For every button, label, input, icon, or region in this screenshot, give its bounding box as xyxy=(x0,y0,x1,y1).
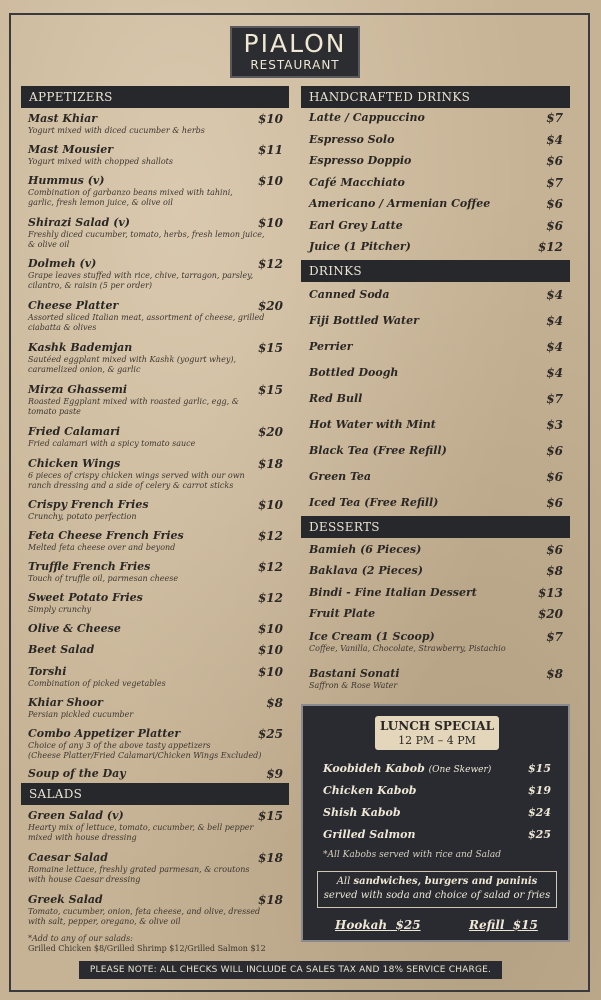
appetizer-item-description: Combination of garbanzo beans mixed with tahini, xyxy=(28,188,233,197)
dessert-item-price: $8 xyxy=(546,564,563,578)
handcrafted-drink-item-name: Earl Grey Latte xyxy=(309,219,403,232)
appetizer-item-description: Persian pickled cucumber xyxy=(28,710,134,719)
handcrafted-drink-item-price: $6 xyxy=(546,197,563,211)
drink-item-price: $7 xyxy=(546,392,563,406)
appetizer-item-description: Yogurt mixed with diced cucumber & herbs xyxy=(28,126,205,135)
dessert-item-name: Bastani Sonati xyxy=(309,667,400,680)
logo-subtitle: RESTAURANT xyxy=(250,58,340,72)
appetizer-item-price: $15 xyxy=(257,383,283,397)
drink-item-price: $3 xyxy=(546,418,563,432)
appetizer-item-description: (Cheese Platter/Fried Calamari/Chicken Wings Excluded) xyxy=(28,751,262,760)
appetizer-item-name: Mast Khiar xyxy=(28,112,98,125)
service-charge-notice: PLEASE NOTE: ALL CHECKS WILL INCLUDE CA SALES TAX AND 18% SERVICE CHARGE. xyxy=(79,961,502,979)
lunch-item xyxy=(323,784,551,800)
appetizer-item-name: Combo Appetizer Platter xyxy=(28,727,181,740)
handcrafted-drink-item-price: $6 xyxy=(546,219,563,233)
appetizer-item-description: Choice of any 3 of the above tasty appetizers xyxy=(28,741,211,750)
appetizer-item-name: Crispy French Fries xyxy=(28,498,149,511)
appetizer-item xyxy=(28,498,283,528)
appetizer-item-price: $10 xyxy=(257,643,283,657)
appetizer-item-name: Dolmeh (v) xyxy=(28,257,97,270)
salad-item-name: Caesar Salad xyxy=(28,851,108,864)
lunch-item xyxy=(323,762,551,778)
restaurant-logo xyxy=(230,26,360,78)
sandwich-note-line-2: served with soda and choice of salad or fries xyxy=(323,890,551,901)
dessert-item-name: Bamieh (6 Pieces) xyxy=(309,543,422,556)
appetizer-item-price: $10 xyxy=(257,622,283,636)
appetizer-item-price: $10 xyxy=(257,112,283,126)
appetizer-item-name: Kashk Bademjan xyxy=(28,341,133,354)
lunch-special-hours: 12 PM – 4 PM xyxy=(398,734,476,747)
salad-item-description: mixed with house dressing xyxy=(28,833,137,842)
lunch-item-name-text: Koobideh Kabob xyxy=(323,762,425,775)
salad-item xyxy=(28,851,283,884)
dessert-item-name: Fruit Plate xyxy=(309,607,376,620)
appetizer-item xyxy=(28,591,283,621)
dessert-item-price: $6 xyxy=(546,543,563,557)
handcrafted-drink-item-price: $7 xyxy=(546,111,563,125)
appetizer-item-description: Assorted sliced Italian meat, assortment of cheese, grilled xyxy=(28,313,265,322)
appetizer-item-name: Cheese Platter xyxy=(28,299,119,312)
lunch-kabob-note: *All Kabobs served with rice and Salad xyxy=(323,850,501,860)
appetizer-item-description: cilantro, & raisin (5 per order) xyxy=(28,281,153,290)
appetizer-item xyxy=(28,143,283,173)
lunch-item-name: Chicken Kabob xyxy=(323,784,417,797)
appetizer-item xyxy=(28,112,283,142)
dessert-item-name: Bindi - Fine Italian Dessert xyxy=(309,586,477,599)
handcrafted-drink-item-name: Café Macchiato xyxy=(309,176,405,189)
appetizer-item xyxy=(28,767,283,797)
appetizer-item-description: Grape leaves stuffed with rice, chive, tarragon, parsley, xyxy=(28,271,254,280)
appetizer-item-name: Soup of the Day xyxy=(28,767,126,780)
dessert-item-name: Baklava (2 Pieces) xyxy=(309,564,423,577)
drink-item-price: $6 xyxy=(546,444,563,458)
appetizer-item-description: Sautéed eggplant mixed with Kashk (yogurt whey), xyxy=(28,355,237,364)
dessert-item-description: Saffron & Rose Water xyxy=(309,681,398,690)
lunch-special-title-box xyxy=(375,716,499,750)
drink-item-name: Red Bull xyxy=(309,392,363,405)
salad-item xyxy=(28,809,283,842)
section-header-drinks: DRINKS xyxy=(301,260,570,282)
lunch-item xyxy=(323,828,551,844)
appetizer-item-description: tomato paste xyxy=(28,407,81,416)
appetizer-item xyxy=(28,383,283,416)
appetizer-item-description: ranch dressing and a side of celery & carrot sticks xyxy=(28,481,234,490)
appetizer-item-description: Touch of truffle oil, parmesan cheese xyxy=(28,574,179,583)
dessert-item-price: $20 xyxy=(537,607,563,621)
lunch-item-price: $25 xyxy=(528,828,551,841)
handcrafted-drink-item xyxy=(309,240,563,270)
appetizer-item-price: $10 xyxy=(257,174,283,188)
appetizer-item xyxy=(28,216,283,249)
appetizer-item-price: $12 xyxy=(257,257,283,271)
lunch-special-title: LUNCH SPECIAL xyxy=(379,719,495,733)
drink-item-name: Green Tea xyxy=(309,470,372,483)
appetizer-item-price: $20 xyxy=(257,299,283,313)
section-header-appetizers: APPETIZERS xyxy=(21,86,289,108)
salad-item-price: $18 xyxy=(257,893,283,907)
appetizer-item-name: Hummus (v) xyxy=(28,174,105,187)
handcrafted-drink-item-price: $7 xyxy=(546,176,563,190)
appetizer-item-price: $20 xyxy=(257,425,283,439)
dessert-item-price: $13 xyxy=(537,586,563,600)
appetizer-item-price: $12 xyxy=(257,591,283,605)
appetizer-item xyxy=(28,560,283,590)
dessert-item-price: $7 xyxy=(546,630,563,644)
appetizer-item-price: $10 xyxy=(257,665,283,679)
appetizer-item-description: Roasted Eggplant mixed with roasted garlic, egg, & xyxy=(28,397,239,406)
appetizer-item-price: $10 xyxy=(257,216,283,230)
appetizer-item xyxy=(28,665,283,695)
drink-item-name: Black Tea (Free Refill) xyxy=(309,444,447,457)
salad-item-description: Hearty mix of lettuce, tomato, cucumber, & bell pepper xyxy=(28,823,254,832)
appetizer-item-name: Shirazi Salad (v) xyxy=(28,216,130,229)
appetizer-item-price: $25 xyxy=(257,727,283,741)
drink-item-price: $4 xyxy=(546,314,563,328)
appetizer-item-price: $10 xyxy=(257,498,283,512)
salad-addon-note-line: *Add to any of our salads: xyxy=(28,934,133,943)
dessert-item xyxy=(309,667,563,697)
handcrafted-drink-item-name: Latte / Cappuccino xyxy=(309,111,425,124)
appetizer-item-description: garlic, fresh lemon juice, & olive oil xyxy=(28,198,173,207)
logo-name: PIALON xyxy=(243,29,347,58)
lunch-item-name: Grilled Salmon xyxy=(323,828,416,841)
section-header-handcrafted-drinks: HANDCRAFTED DRINKS xyxy=(301,86,570,108)
salad-item-description: with salt, pepper, oregano, & olive oil xyxy=(28,917,181,926)
salad-item-description: Romaine lettuce, freshly grated parmesan, & croutons xyxy=(28,865,250,874)
appetizer-item-price: $9 xyxy=(266,767,283,781)
appetizer-item-name: Beet Salad xyxy=(28,643,95,656)
appetizer-item-description: Combination of picked vegetables xyxy=(28,679,166,688)
lunch-item xyxy=(323,806,551,822)
sandwich-note-line xyxy=(318,875,556,889)
appetizer-item-description: 6 pieces of crispy chicken wings served with our own xyxy=(28,471,245,480)
handcrafted-drink-item-name: Espresso Doppio xyxy=(309,154,412,167)
appetizer-item xyxy=(28,425,283,455)
appetizer-item-name: Fried Calamari xyxy=(28,425,121,438)
drink-item-name: Canned Soda xyxy=(309,288,390,301)
salad-item-name: Greek Salad xyxy=(28,893,103,906)
handcrafted-drink-item-name: Juice (1 Pitcher) xyxy=(309,240,411,253)
appetizer-item-price: $12 xyxy=(257,560,283,574)
handcrafted-drink-item-price: $4 xyxy=(546,133,563,147)
section-header-desserts: DESSERTS xyxy=(301,516,570,538)
dessert-item-description: Coffee, Vanilla, Chocolate, Strawberry, Pistachio xyxy=(309,644,506,653)
dessert-item xyxy=(309,630,563,660)
drink-item-price: $6 xyxy=(546,496,563,510)
appetizer-item xyxy=(28,696,283,726)
sandwich-note-bold: sandwiches, burgers and paninis xyxy=(353,876,538,887)
appetizer-item xyxy=(28,727,283,760)
lunch-item-price: $19 xyxy=(528,784,551,797)
drink-item-price: $4 xyxy=(546,288,563,302)
appetizer-item-name: Olive & Cheese xyxy=(28,622,121,635)
handcrafted-drink-item-price: $12 xyxy=(537,240,563,254)
appetizer-item-description: Yogurt mixed with chopped shallots xyxy=(28,157,173,166)
appetizer-item-description: Simply crunchy xyxy=(28,605,92,614)
drink-item-name: Bottled Doogh xyxy=(309,366,399,379)
hookah-price: Hookah $25 xyxy=(335,918,421,932)
appetizer-item-price: $12 xyxy=(257,529,283,543)
dessert-item-name: Ice Cream (1 Scoop) xyxy=(309,630,435,643)
sandwich-note-prefix: All xyxy=(336,876,354,887)
lunch-special-box xyxy=(301,704,570,942)
appetizer-item-name: Sweet Potato Fries xyxy=(28,591,143,604)
salad-item-price: $18 xyxy=(257,851,283,865)
appetizer-item-name: Mast Mousier xyxy=(28,143,114,156)
salad-item-price: $15 xyxy=(257,809,283,823)
appetizer-item-price: $15 xyxy=(257,341,283,355)
appetizer-item-description: Melted feta cheese over and beyond xyxy=(28,543,176,552)
drink-item-name: Hot Water with Mint xyxy=(309,418,436,431)
appetizer-item xyxy=(28,257,283,290)
handcrafted-drink-item-name: Espresso Solo xyxy=(309,133,395,146)
appetizer-item-price: $18 xyxy=(257,457,283,471)
lunch-item-name xyxy=(323,762,491,775)
drink-item-name: Perrier xyxy=(309,340,353,353)
appetizer-item-price: $11 xyxy=(257,143,283,157)
appetizer-item-description: caramelized onion, & garlic xyxy=(28,365,141,374)
drink-item-price: $6 xyxy=(546,470,563,484)
appetizer-item xyxy=(28,299,283,332)
drink-item-price: $4 xyxy=(546,340,563,354)
sandwich-note-box xyxy=(317,871,557,908)
lunch-item-qualifier: (One Skewer) xyxy=(428,765,492,775)
appetizer-item-name: Chicken Wings xyxy=(28,457,121,470)
appetizer-item-name: Truffle French Fries xyxy=(28,560,151,573)
appetizer-item-description: ciabatta & olives xyxy=(28,323,97,332)
lunch-item-price: $24 xyxy=(528,806,551,819)
drink-item xyxy=(309,496,563,526)
appetizer-item xyxy=(28,457,283,490)
appetizer-item-description: Crunchy, potato perfection xyxy=(28,512,137,521)
appetizer-item-description: Fried calamari with a spicy tomato sauce xyxy=(28,439,196,448)
salad-addon-note-line: Grilled Chicken $8/Grilled Shrimp $12/Grilled Salmon $12 xyxy=(28,944,266,953)
lunch-item-name: Shish Kabob xyxy=(323,806,401,819)
handcrafted-drink-item-price: $6 xyxy=(546,154,563,168)
refill-price: Refill $15 xyxy=(469,918,538,932)
appetizer-item-price: $8 xyxy=(266,696,283,710)
drink-item-name: Fiji Bottled Water xyxy=(309,314,419,327)
appetizer-item xyxy=(28,341,283,374)
appetizer-item xyxy=(28,529,283,559)
dessert-item-price: $8 xyxy=(546,667,563,681)
appetizer-item-name: Khiar Shoor xyxy=(28,696,103,709)
appetizer-item-name: Mirza Ghassemi xyxy=(28,383,128,396)
drink-item-name: Iced Tea (Free Refill) xyxy=(309,496,439,509)
salad-item-description: with house Caesar dressing xyxy=(28,875,141,884)
section-header-salads: SALADS xyxy=(21,783,289,805)
lunch-item-price: $15 xyxy=(528,762,551,775)
appetizer-item-description: & olive oil xyxy=(28,240,70,249)
salad-addon-note xyxy=(28,934,266,954)
appetizer-item-name: Feta Cheese French Fries xyxy=(28,529,184,542)
handcrafted-drink-item-name: Americano / Armenian Coffee xyxy=(309,197,491,210)
appetizer-item-description: Freshly diced cucumber, tomato, herbs, fresh lemon juice, xyxy=(28,230,265,239)
salad-item xyxy=(28,893,283,926)
salad-item-description: Tomato, cucumber, onion, feta cheese, and olive, dressed xyxy=(28,907,261,916)
appetizer-item-name: Torshi xyxy=(28,665,67,678)
appetizer-item xyxy=(28,174,283,207)
salad-item-name: Green Salad (v) xyxy=(28,809,124,822)
drink-item-price: $4 xyxy=(546,366,563,380)
